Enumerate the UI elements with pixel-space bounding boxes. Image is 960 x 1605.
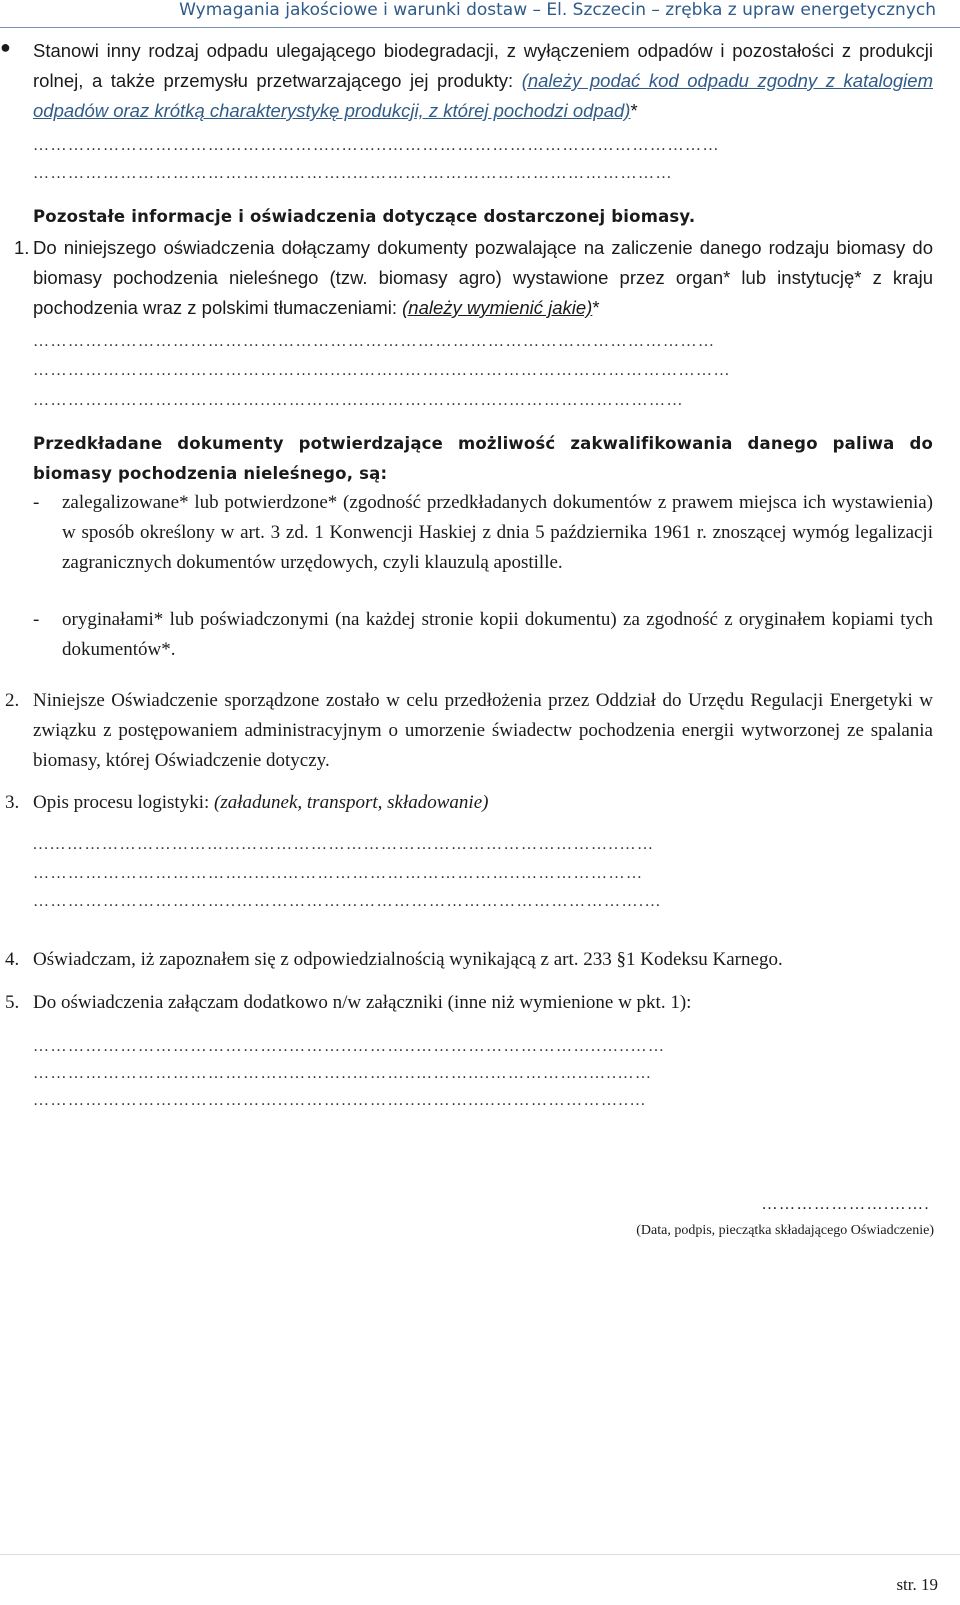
footer-divider [0,1554,960,1555]
item-1-plain: Do niniejszego oświadczenia dołączamy dokumenty pozwalające na zaliczenie danego rodzaju biomasy do biomasy pochodzenia nieleśnego (tzw. biomasy agro) wystawione przez organ* lub instytucję* z kraju pochodzenia wraz z polskimi tłumaczeniami: [33,237,933,318]
item-3-italic: (załadunek, transport, składowanie) [214,792,489,813]
item-1-asterisk: * [592,297,600,318]
bullet-item-italic: (należy podać kod odpadu zgodny z katalogiem odpadów oraz krótką charakterystykę produkcji, z której pochodzi odpad) [33,70,933,121]
item-1-dots-line-1: ……………………………………………………………………………………………………… [33,333,716,350]
bullet-item-asterisk: * [630,100,638,121]
item-4-number: 4. [5,949,20,970]
bullet-dot-icon: ● [0,37,11,57]
bullet-dots-line-2: ……………………………………..………..………….…………………………………… [33,165,673,182]
item-3-number: 3. [5,792,20,813]
item-1-text [33,233,933,323]
item-2-text: Niniejsze Oświadczenie sporządzone zostało w celu przedłożenia przez Oddział do Urzędu Regulacji Energetyki w związku z postępowaniem administracyjnym o umorzenie świadectw pochodzenia energii wytworzonej ze spalania biomasy, której Oświadczenie dotyczy. [33,690,933,771]
item-5-number: 5. [5,992,20,1013]
item-5-dots-line-2: ……………………………………..………..………..………....……………..…..…… [33,1065,653,1082]
bullet-dots-line-1: ……………………………………………..……..………………………………………………… [33,137,720,154]
item-3-dots-line-1: ...…………………………...………………………………………………………..…… [33,836,655,853]
item-1-dots-line-3: …………………………………..……………..……….…………..………………………… [33,392,684,409]
header-divider [0,27,960,28]
signature-caption: (Data, podpis, pieczątka składającego Oświadczenie) [636,1223,934,1238]
documents-heading: Przedkładane dokumenty potwierdzające możliwość zakwalifikowania danego paliwa do biomasy pochodzenia nieleśnego, są: [33,434,933,483]
dash-item-2-text: oryginałami* lub poświadczonymi (na każdej stronie kopii dokumentu) za zgodność z oryginałem kopiami tych dokumentów*. [62,609,933,660]
item-4-text: Oświadczam, iż zapoznałem się z odpowiedzialnością wynikającą z art. 233 §1 Kodeksu Karnego. [33,949,783,970]
item-1-dots-line-2: ……………………………………………..………..……..………………………………………… [33,362,731,379]
section-heading: Pozostałe informacje i oświadczenia dotyczące dostarczonej biomasy. [33,207,696,226]
document-header-title: Wymagania jakościowe i warunki dostaw – El. Szczecin – zrębka z upraw energetycznych [179,0,936,20]
dash-item-1-text: zalegalizowane* lub potwierdzone* (zgodność przedkładanych dokumentów z prawem miejsca ich wystawienia) w sposób określony w art. 3 zd. 1 Konwencji Haskiej z dnia 5 października 1961 r. znoszącej wymóg legalizacji zagranicznych dokumentów urzędowych, czyli klauzulą apostille. [62,492,933,573]
item-5-text: Do oświadczenia załączam dodatkowo n/w załączniki (inne niż wymienione w pkt. 1): [33,992,692,1013]
bullet-item-plain: Stanowi inny rodzaj odpadu ulegającego biodegradacji, z wyłączeniem odpadów i pozostałości z produkcji rolnej, a także przemysłu przetwarzającego jej produkty: [33,40,933,91]
item-1-italic: (należy wymienić jakie) [402,297,593,318]
dash-item-1-marker: - [33,492,40,513]
item-3-text [33,788,933,818]
item-5-dots-line-1: ……………………………………..………..………..…………………………..…..…… [33,1038,666,1055]
page-number: str. 19 [896,1575,938,1594]
bullet-item-text [33,36,933,126]
item-5-dots-line-3: ……………………………………..………..………..……….....…………………..… [33,1092,647,1109]
signature-dots: ………………….……. [761,1196,930,1213]
item-2-number: 2. [5,690,20,711]
dash-item-2-marker: - [33,609,40,630]
item-1-number: 1. [14,237,30,258]
item-3-dots-line-3: ……………………………..…………………………………………………………….… [33,893,662,910]
item-3-plain: Opis procesu logistyki: [33,792,215,813]
item-3-dots-line-2: ………………………………..…..…………………………………..………………… [33,865,644,882]
